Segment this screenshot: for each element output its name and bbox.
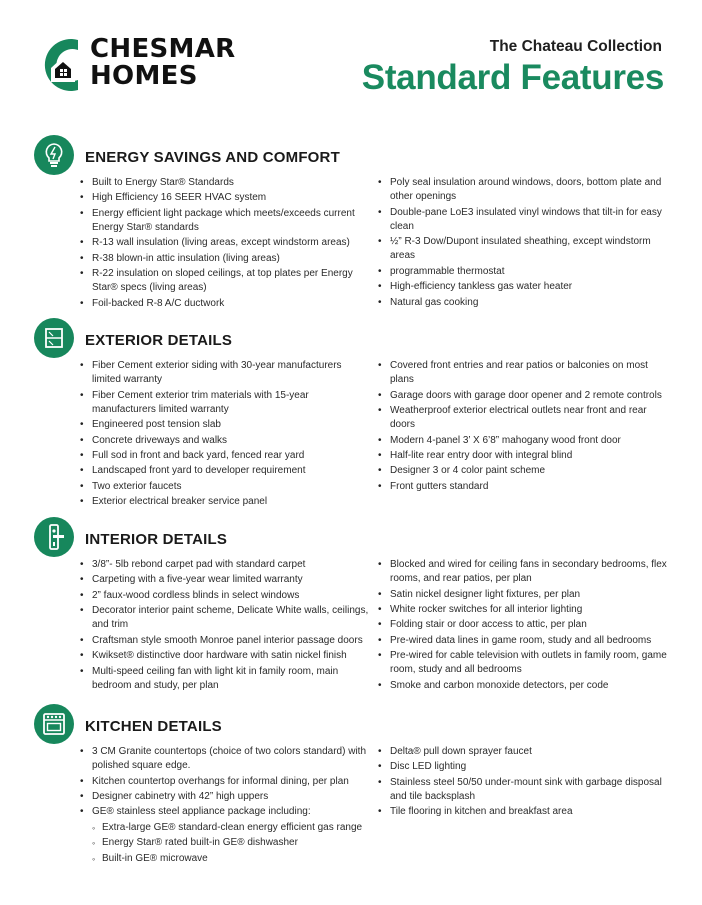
list-item: • Foil-backed R-8 A/C ductwork — [80, 297, 370, 311]
list-item: • Blocked and wired for ceiling fans in secondary bedrooms, flex rooms, and rear patios, per plan — [378, 558, 668, 586]
list-item: • Decorator interior paint scheme, Delicate White walls, ceilings, and trim — [80, 604, 370, 632]
list-item: • High Efficiency 16 SEER HVAC system — [80, 191, 370, 205]
chesmar-logo — [38, 36, 258, 96]
list-item: • Garage doors with garage door opener and 2 remote controls — [378, 389, 668, 403]
list-item: • Two exterior faucets — [80, 480, 370, 494]
logo-wordmark: CHESMAR HOMES — [90, 34, 236, 91]
list-item: • Energy efficient light package which meets/exceeds current Energy Star® standards — [80, 207, 370, 235]
section-title: INTERIOR DETAILS — [85, 531, 228, 548]
feature-list-left — [80, 176, 370, 312]
page-title: Standard Features — [361, 58, 664, 97]
sub-list-item: ◦ Energy Star® rated built-in GE® dishwasher — [80, 836, 370, 850]
list-item: • Covered front entries and rear patios or balconies on most plans — [378, 359, 668, 387]
sub-list-item: ◦ Extra-large GE® standard-clean energy efficient gas range — [80, 821, 370, 835]
list-item: • Concrete driveways and walks — [80, 434, 370, 448]
list-item: • Half-lite rear entry door with integral blind — [378, 449, 668, 463]
list-item: • Modern 4-panel 3’ X 6’8” mahogany wood front door — [378, 434, 668, 448]
list-item: • Engineered post tension slab — [80, 418, 370, 432]
list-item: • Built to Energy Star® Standards — [80, 176, 370, 190]
list-item: • 3 CM Granite countertops (choice of two colors standard) with polished square edge. — [80, 745, 370, 773]
list-item: • Pre-wired data lines in game room, study and all bedrooms — [378, 634, 668, 648]
lightbulb-icon — [34, 135, 74, 175]
list-item: • programmable thermostat — [378, 265, 668, 279]
feature-list-right — [378, 176, 668, 311]
list-item: • Double-pane LoE3 insulated vinyl windows that tilt-in for easy clean — [378, 206, 668, 234]
section-title: ENERGY SAVINGS AND COMFORT — [85, 149, 340, 166]
door-handle-icon — [34, 517, 74, 557]
list-item: • Craftsman style smooth Monroe panel interior passage doors — [80, 634, 370, 648]
list-item: • Full sod in front and back yard, fenced rear yard — [80, 449, 370, 463]
list-item: • Poly seal insulation around windows, doors, bottom plate and other openings — [378, 176, 668, 204]
list-item: • Folding stair or door access to attic, per plan — [378, 618, 668, 632]
section-title: KITCHEN DETAILS — [85, 718, 222, 735]
list-item: • Satin nickel designer light fixtures, per plan — [378, 588, 668, 602]
list-item: • Tile flooring in kitchen and breakfast area — [378, 805, 668, 819]
list-item: • R-22 insulation on sloped ceilings, at top plates per Energy Star® specs (living areas) — [80, 267, 370, 295]
list-item: • Delta® pull down sprayer faucet — [378, 745, 668, 759]
list-item: • Exterior electrical breaker service panel — [80, 495, 370, 509]
list-item: • Designer 3 or 4 color paint scheme — [378, 464, 668, 478]
list-item: • Pre-wired for cable television with outlets in family room, game room, study and all bedrooms — [378, 649, 668, 677]
list-item: • Natural gas cooking — [378, 296, 668, 310]
list-item: • Carpeting with a five-year wear limited warranty — [80, 573, 370, 587]
list-item: • Disc LED lighting — [378, 760, 668, 774]
feature-list-left — [80, 359, 370, 511]
list-item: • White rocker switches for all interior lighting — [378, 603, 668, 617]
list-item: • R-38 blown-in attic insulation (living areas) — [80, 252, 370, 266]
list-item: • Weatherproof exterior electrical outlets near front and rear doors — [378, 404, 668, 432]
stove-icon — [34, 704, 74, 744]
list-item: • Kwikset® distinctive door hardware with satin nickel finish — [80, 649, 370, 663]
list-item: • Stainless steel 50/50 under-mount sink with garbage disposal and tile backsplash — [378, 776, 668, 804]
list-item: • Smoke and carbon monoxide detectors, per code — [378, 679, 668, 693]
list-item: • High-efficiency tankless gas water heater — [378, 280, 668, 294]
feature-list-right — [378, 745, 668, 821]
list-item: • Fiber Cement exterior siding with 30-year manufacturers limited warranty — [80, 359, 370, 387]
feature-list-right — [378, 558, 668, 694]
list-item: • Multi-speed ceiling fan with light kit in family room, main bedroom and study, per plan — [80, 665, 370, 693]
list-item: • GE® stainless steel appliance package including: — [80, 805, 370, 819]
list-item: • Landscaped front yard to developer requirement — [80, 464, 370, 478]
section-title: EXTERIOR DETAILS — [85, 332, 233, 349]
list-item: • R-13 wall insulation (living areas, except windstorm areas) — [80, 236, 370, 250]
list-item: • 3/8”- 5lb rebond carpet pad with standard carpet — [80, 558, 370, 572]
window-icon — [34, 318, 74, 358]
feature-list-right — [378, 359, 668, 495]
list-item: • Front gutters standard — [378, 480, 668, 494]
list-item: • Kitchen countertop overhangs for informal dining, per plan — [80, 775, 370, 789]
house-logo-icon — [38, 38, 88, 92]
list-item: • Fiber Cement exterior trim materials with 15-year manufacturers limited warranty — [80, 389, 370, 417]
list-item: • 2” faux-wood cordless blinds in select windows — [80, 589, 370, 603]
list-item: • ½” R-3 Dow/Dupont insulated sheathing, except windstorm areas — [378, 235, 668, 263]
feature-list-left — [80, 745, 370, 867]
list-item: • Designer cabinetry with 42” high uppers — [80, 790, 370, 804]
feature-list-left — [80, 558, 370, 694]
sub-list-item: ◦ Built-in GE® microwave — [80, 852, 370, 866]
collection-name: The Chateau Collection — [489, 38, 662, 55]
